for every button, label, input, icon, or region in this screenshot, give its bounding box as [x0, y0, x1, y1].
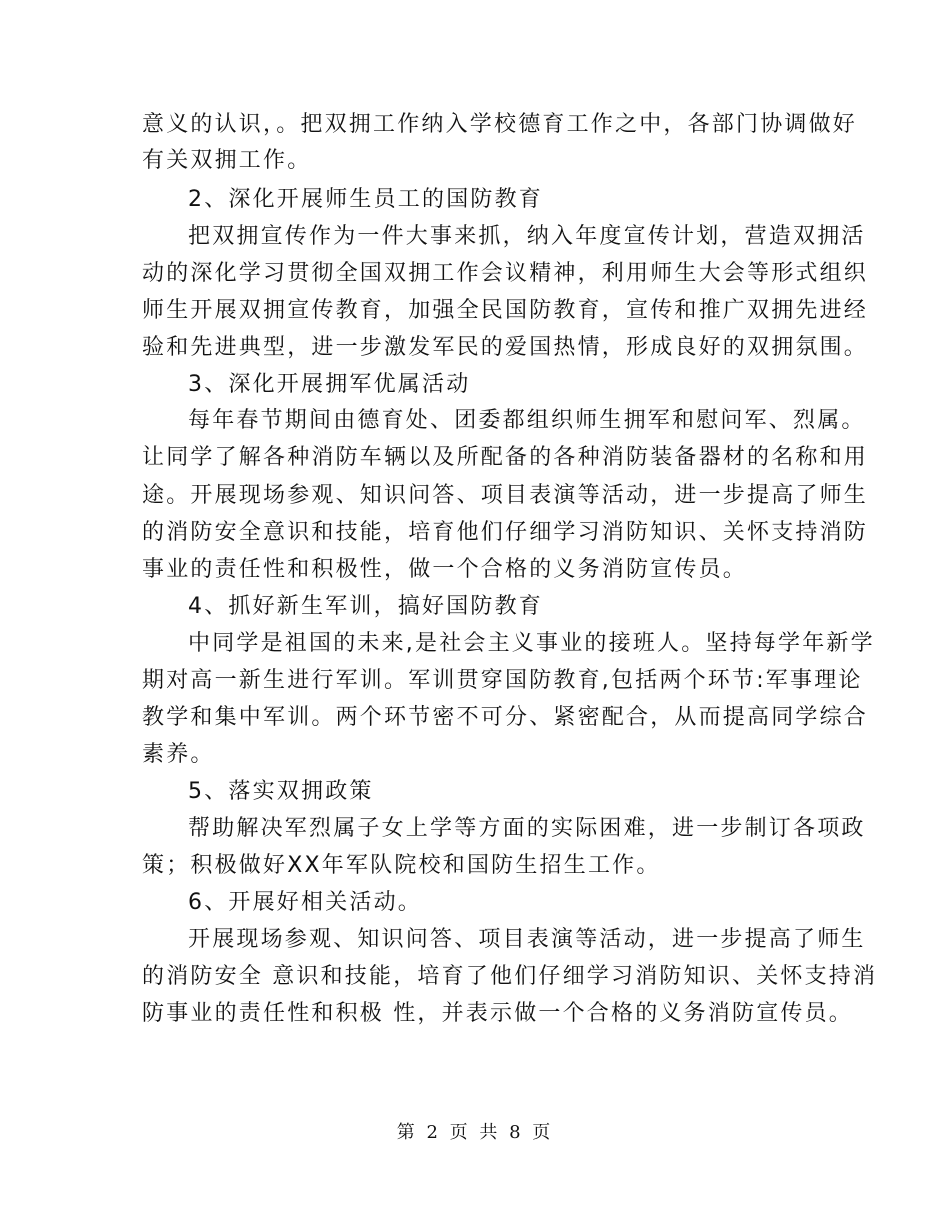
body-line: 动的深化学习贯彻全国双拥工作会议精神，利用师生大会等形式组织 — [142, 261, 869, 286]
body-line: 每年春节期间由德育处、团委都组织师生拥军和慰问军、烈属。 — [188, 408, 866, 433]
body-line: 中同学是祖国的未来,是社会主义事业的接班人。坚持每学年新学 — [188, 631, 875, 656]
body-line: 意义的认识，。把双拥工作纳入学校德育工作之中，各部门协调做好 — [142, 112, 858, 137]
body-line: 策；积极做好XX年军队院校和国防生招生工作。 — [142, 853, 661, 878]
page-number-footer: 第 2 页 共 8 页 — [396, 1122, 554, 1143]
section-heading: 5、落实双拥政策 — [188, 779, 374, 804]
section-heading: 3、深化开展拥军优属活动 — [188, 372, 471, 397]
body-line: 教学和集中军训。两个环节密不可分、紧密配合，从而提高同学综合 — [142, 705, 869, 730]
body-line: 师生开展双拥宣传教育，加强全民国防教育，宣传和推广双拥先进经 — [142, 298, 869, 323]
section-heading: 4、抓好新生军训，搞好国防教育 — [188, 594, 543, 619]
section-heading: 2、深化开展师生员工的国防教育 — [188, 187, 543, 212]
body-line: 有关双拥工作。 — [142, 148, 312, 173]
body-line: 事业的责任性和积极性，做一个合格的义务消防宣传员。 — [142, 557, 748, 582]
body-line: 开展现场参观、知识问答、项目表演等活动，进一步提高了师生 — [188, 927, 866, 952]
body-line: 把双拥宣传作为一件大事来抓，纳入年度宣传计划，营造双拥活 — [188, 224, 866, 249]
body-line: 帮助解决军烈属子女上学等方面的实际困难，进一步制订各项政 — [188, 816, 866, 841]
body-line: 期对高一新生进行军训。军训贯穿国防教育,包括两个环节:军事理论 — [142, 668, 863, 693]
body-line: 途。开展现场参观、知识问答、项目表演等活动，进一步提高了师生 — [142, 483, 869, 508]
body-line: 的消防安全 意识和技能，培育了他们仔细学习消防知识、关怀支持消 — [142, 964, 878, 989]
body-line: 防事业的责任性和积极 性，并表示做一个合格的义务消防宣传员。 — [142, 1001, 853, 1026]
section-heading: 6、开展好相关活动。 — [188, 890, 422, 915]
body-line: 让同学了解各种消防车辆以及所配备的各种消防装备器材的名称和用 — [142, 445, 869, 470]
body-line: 的消防安全意识和技能，培育他们仔细学习消防知识、关怀支持消防 — [142, 520, 869, 545]
body-line: 验和先进典型，进一步激发军民的爱国热情，形成良好的双拥氛围。 — [142, 335, 869, 360]
body-line: 素养。 — [142, 742, 215, 767]
